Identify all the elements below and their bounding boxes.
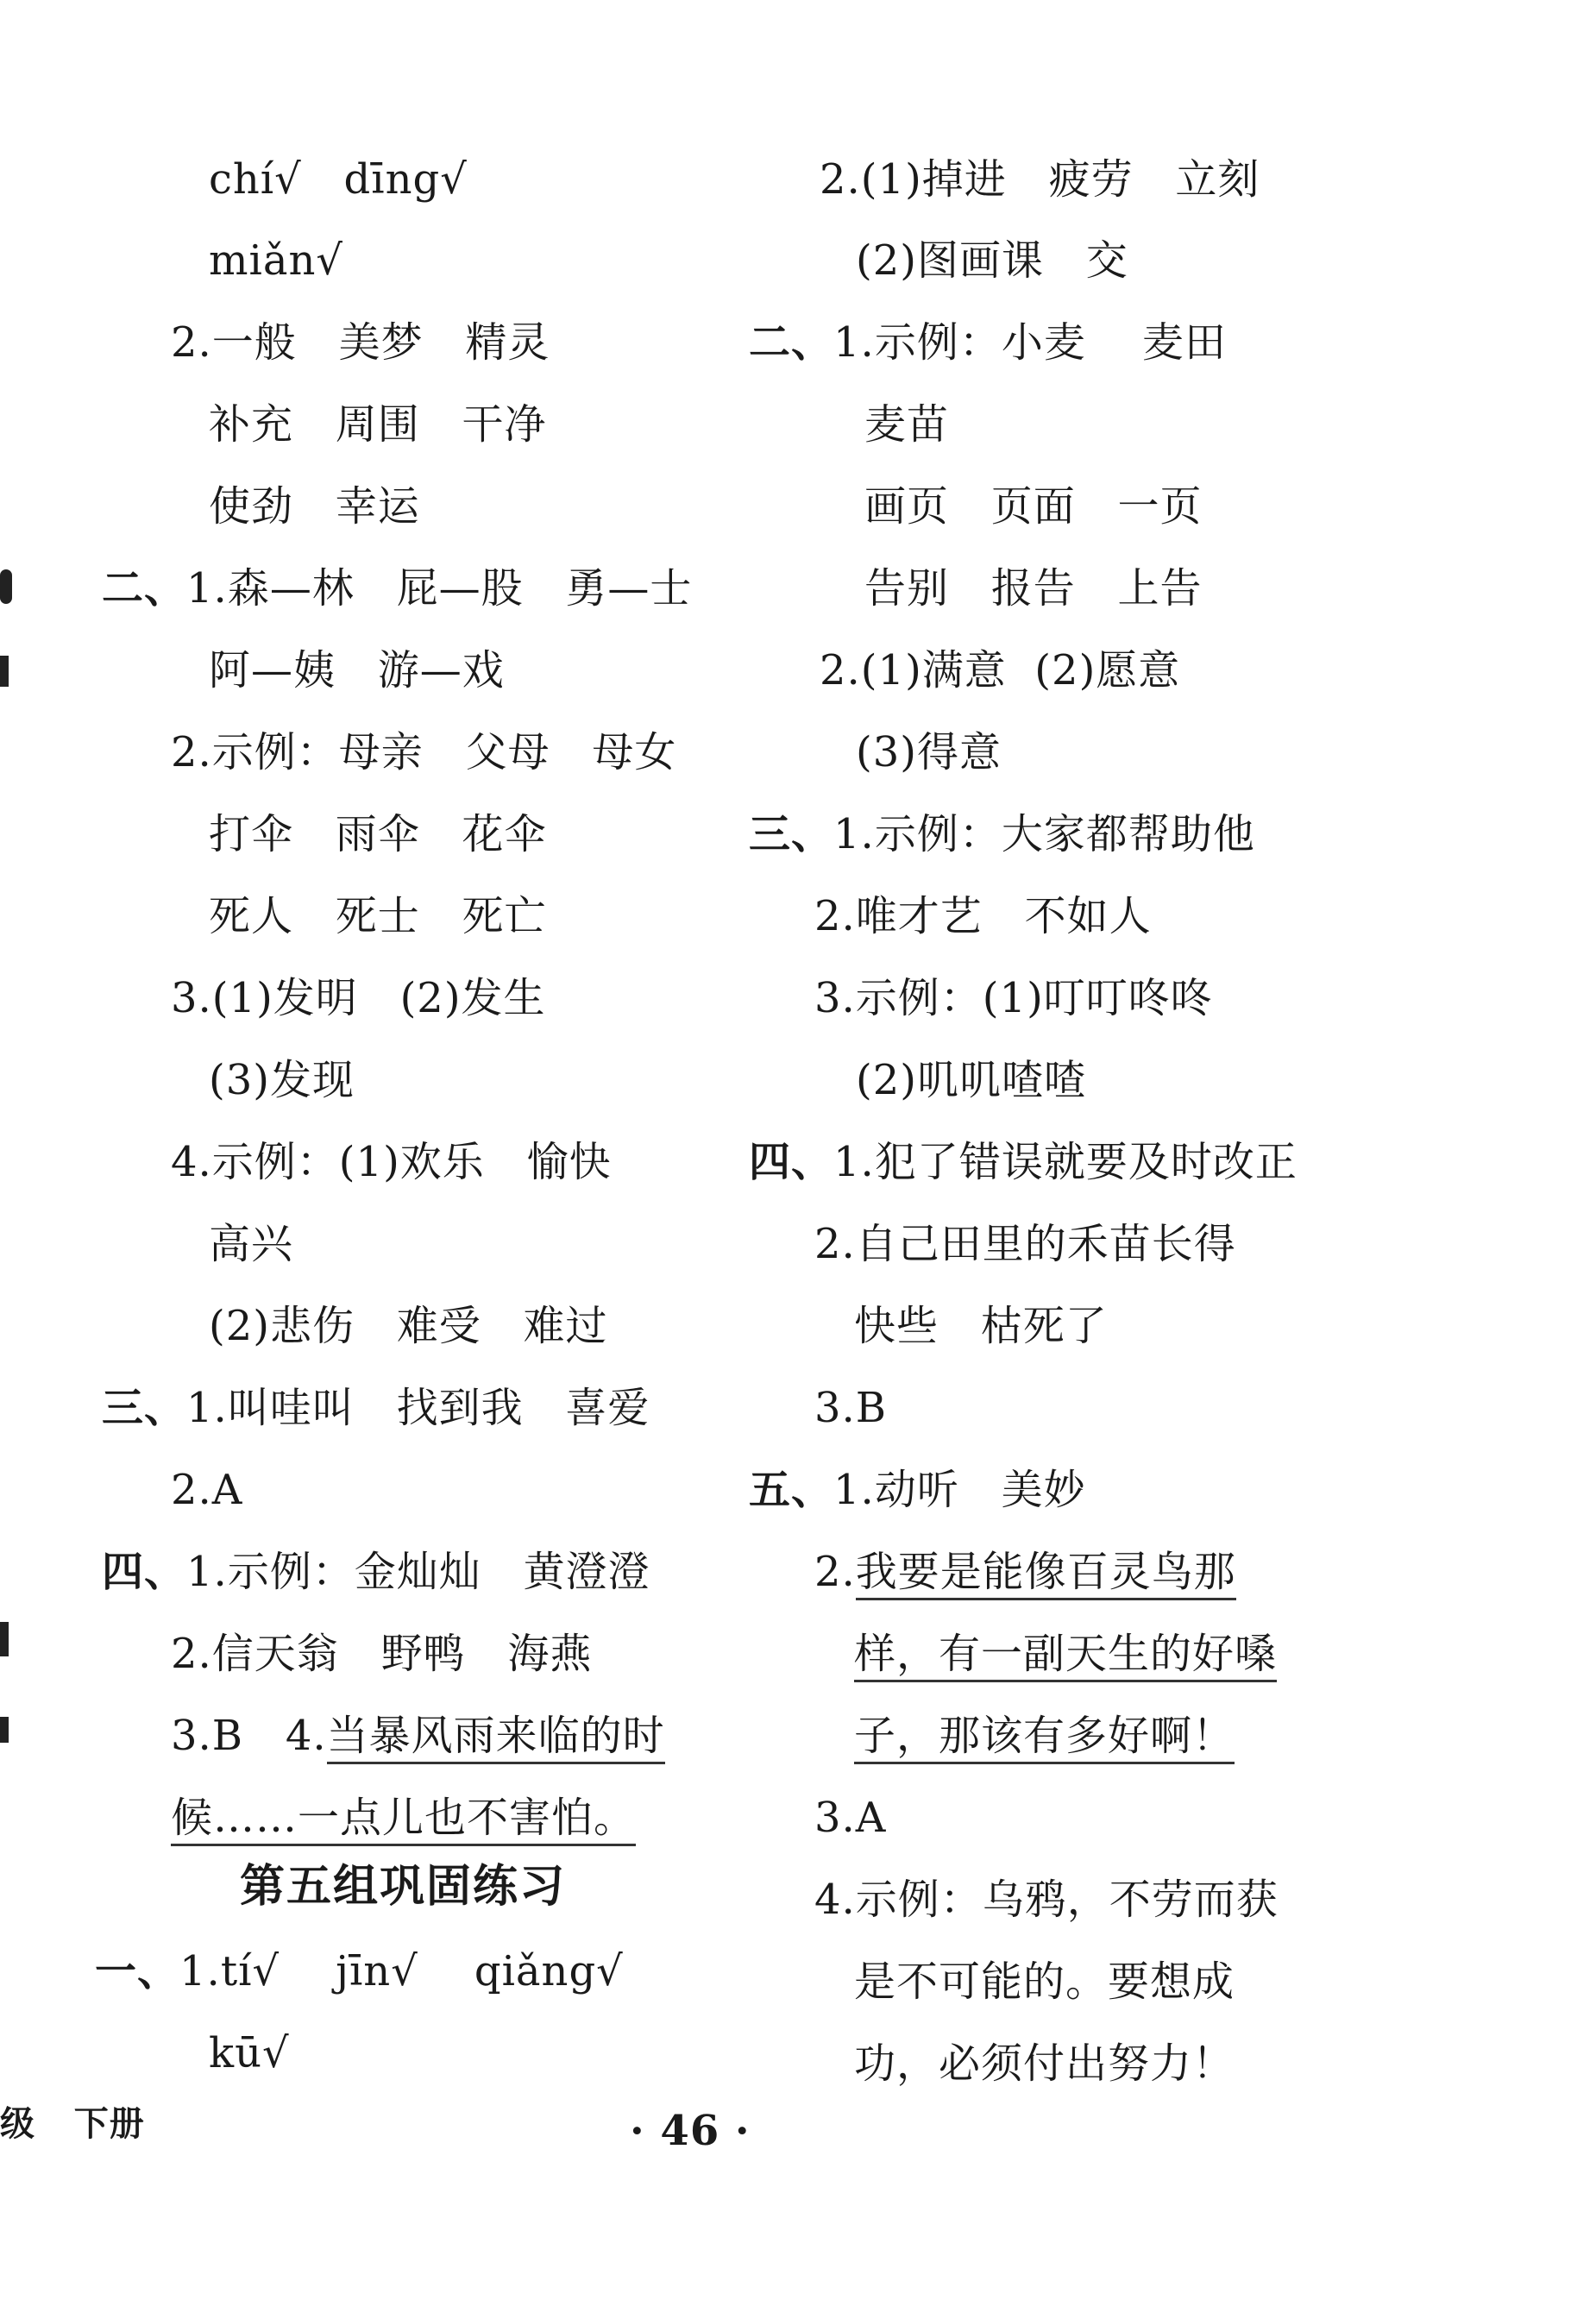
answer-line: 一、1.tí√ jīn√ qiǎng√: [95, 1947, 624, 1995]
answer-line: 高兴: [209, 1220, 294, 1268]
answer-line: (2)悲伤 难受 难过: [209, 1302, 608, 1350]
section-marker: 二、: [102, 564, 187, 613]
underlined-answer: 候……一点儿也不害怕。: [171, 1794, 636, 1846]
answer-line: 2.(1)掉进 疲劳 立刻: [820, 155, 1260, 204]
page-number: · 46 ·: [630, 2107, 751, 2155]
edge-mark: [0, 569, 12, 604]
answer-line: 2.信天翁 野鸭 海燕: [171, 1630, 593, 1678]
answer-line: 三、1.示例：大家都帮助他: [749, 810, 1255, 858]
answer-line: [854, 1628, 1277, 1680]
answer-line: 补充 周围 干净: [209, 400, 547, 449]
section-marker: 一、: [95, 1947, 180, 1995]
answer-line: 四、1.示例：金灿灿 黄澄澄: [102, 1548, 650, 1596]
underlined-answer: 当暴风雨来临的时: [327, 1712, 665, 1764]
footer-grade-label: 级 下册: [0, 2103, 145, 2144]
answer-line: 2.示例：母亲 父母 母女: [171, 728, 677, 776]
section-marker: 五、: [749, 1466, 834, 1514]
answer-line: 4.示例：(1)欢乐 愉快: [171, 1138, 612, 1186]
section-marker: 二、: [749, 318, 834, 367]
answer-line: 4.示例：乌鸦，不劳而获: [814, 1876, 1279, 1924]
answer-line: (3)发现: [209, 1056, 355, 1104]
answer-line: (2)叽叽喳喳: [856, 1056, 1086, 1104]
answer-line: 2.一般 美梦 精灵: [171, 318, 550, 367]
answer-line: [854, 1710, 1235, 1762]
underlined-answer: 子，那该有多好啊！: [854, 1712, 1235, 1764]
answer-line: 三、1.叫哇叫 找到我 喜爱: [102, 1384, 650, 1432]
section-marker: 三、: [102, 1384, 187, 1432]
answer-line: 2.我要是能像百灵鸟那: [814, 1546, 1236, 1598]
section-marker: 四、: [749, 1138, 834, 1186]
answer-line: 功，必须付出努力！: [854, 2039, 1235, 2088]
answer-line: 3.(1)发明 (2)发生: [171, 974, 546, 1022]
answer-line: miǎn√: [209, 236, 343, 285]
answer-line: 3.示例：(1)叮叮咚咚: [814, 974, 1213, 1022]
edge-mark: [0, 1622, 9, 1656]
answer-line: (3)得意: [856, 728, 1002, 776]
answer-line: kū√: [209, 2029, 290, 2077]
answer-line: 画页 页面 一页: [864, 482, 1203, 531]
underlined-answer: 样，有一副天生的好嗓: [854, 1630, 1277, 1682]
answer-line: 2.唯才艺 不如人: [814, 892, 1152, 940]
edge-mark: [0, 656, 9, 687]
answer-line: 3.B 4.当暴风雨来临的时: [171, 1710, 665, 1762]
underlined-answer: 我要是能像百灵鸟那: [856, 1548, 1236, 1600]
answer-line: 麦苗: [864, 400, 950, 449]
answer-line: 二、1.森—林 屁—股 勇—士: [102, 564, 693, 613]
answer-line: 2.自己田里的禾苗长得: [814, 1220, 1236, 1268]
section-heading: 第五组巩固练习: [240, 1860, 567, 1913]
answer-line: 打伞 雨伞 花伞: [209, 810, 547, 858]
answer-line: 是不可能的。要想成: [854, 1958, 1235, 2006]
answer-line: (2)图画课 交: [856, 236, 1128, 285]
answer-line: 2.(1)满意 (2)愿意: [820, 646, 1181, 694]
answer-line: 3.A: [814, 1794, 887, 1842]
answer-line: chí√ dīng√: [209, 155, 468, 204]
section-marker: 四、: [102, 1548, 187, 1596]
answer-line: 二、1.示例：小麦 麦田: [749, 318, 1227, 367]
answer-line: 2.A: [171, 1466, 243, 1514]
answer-line: 阿—姨 游—戏: [209, 646, 505, 694]
edge-mark: [0, 1717, 9, 1743]
answer-line: 死人 死士 死亡: [209, 892, 547, 940]
answer-line: [171, 1792, 636, 1844]
section-marker: 三、: [749, 810, 834, 858]
answer-line: 四、1.犯了错误就要及时改正: [749, 1138, 1298, 1186]
answer-line: 使劲 幸运: [209, 482, 420, 531]
answer-line: 3.B: [814, 1384, 888, 1432]
answer-line: 快些 枯死了: [854, 1302, 1108, 1350]
answer-line: 五、1.动听 美妙: [749, 1466, 1086, 1514]
answer-line: 告别 报告 上告: [864, 564, 1203, 613]
